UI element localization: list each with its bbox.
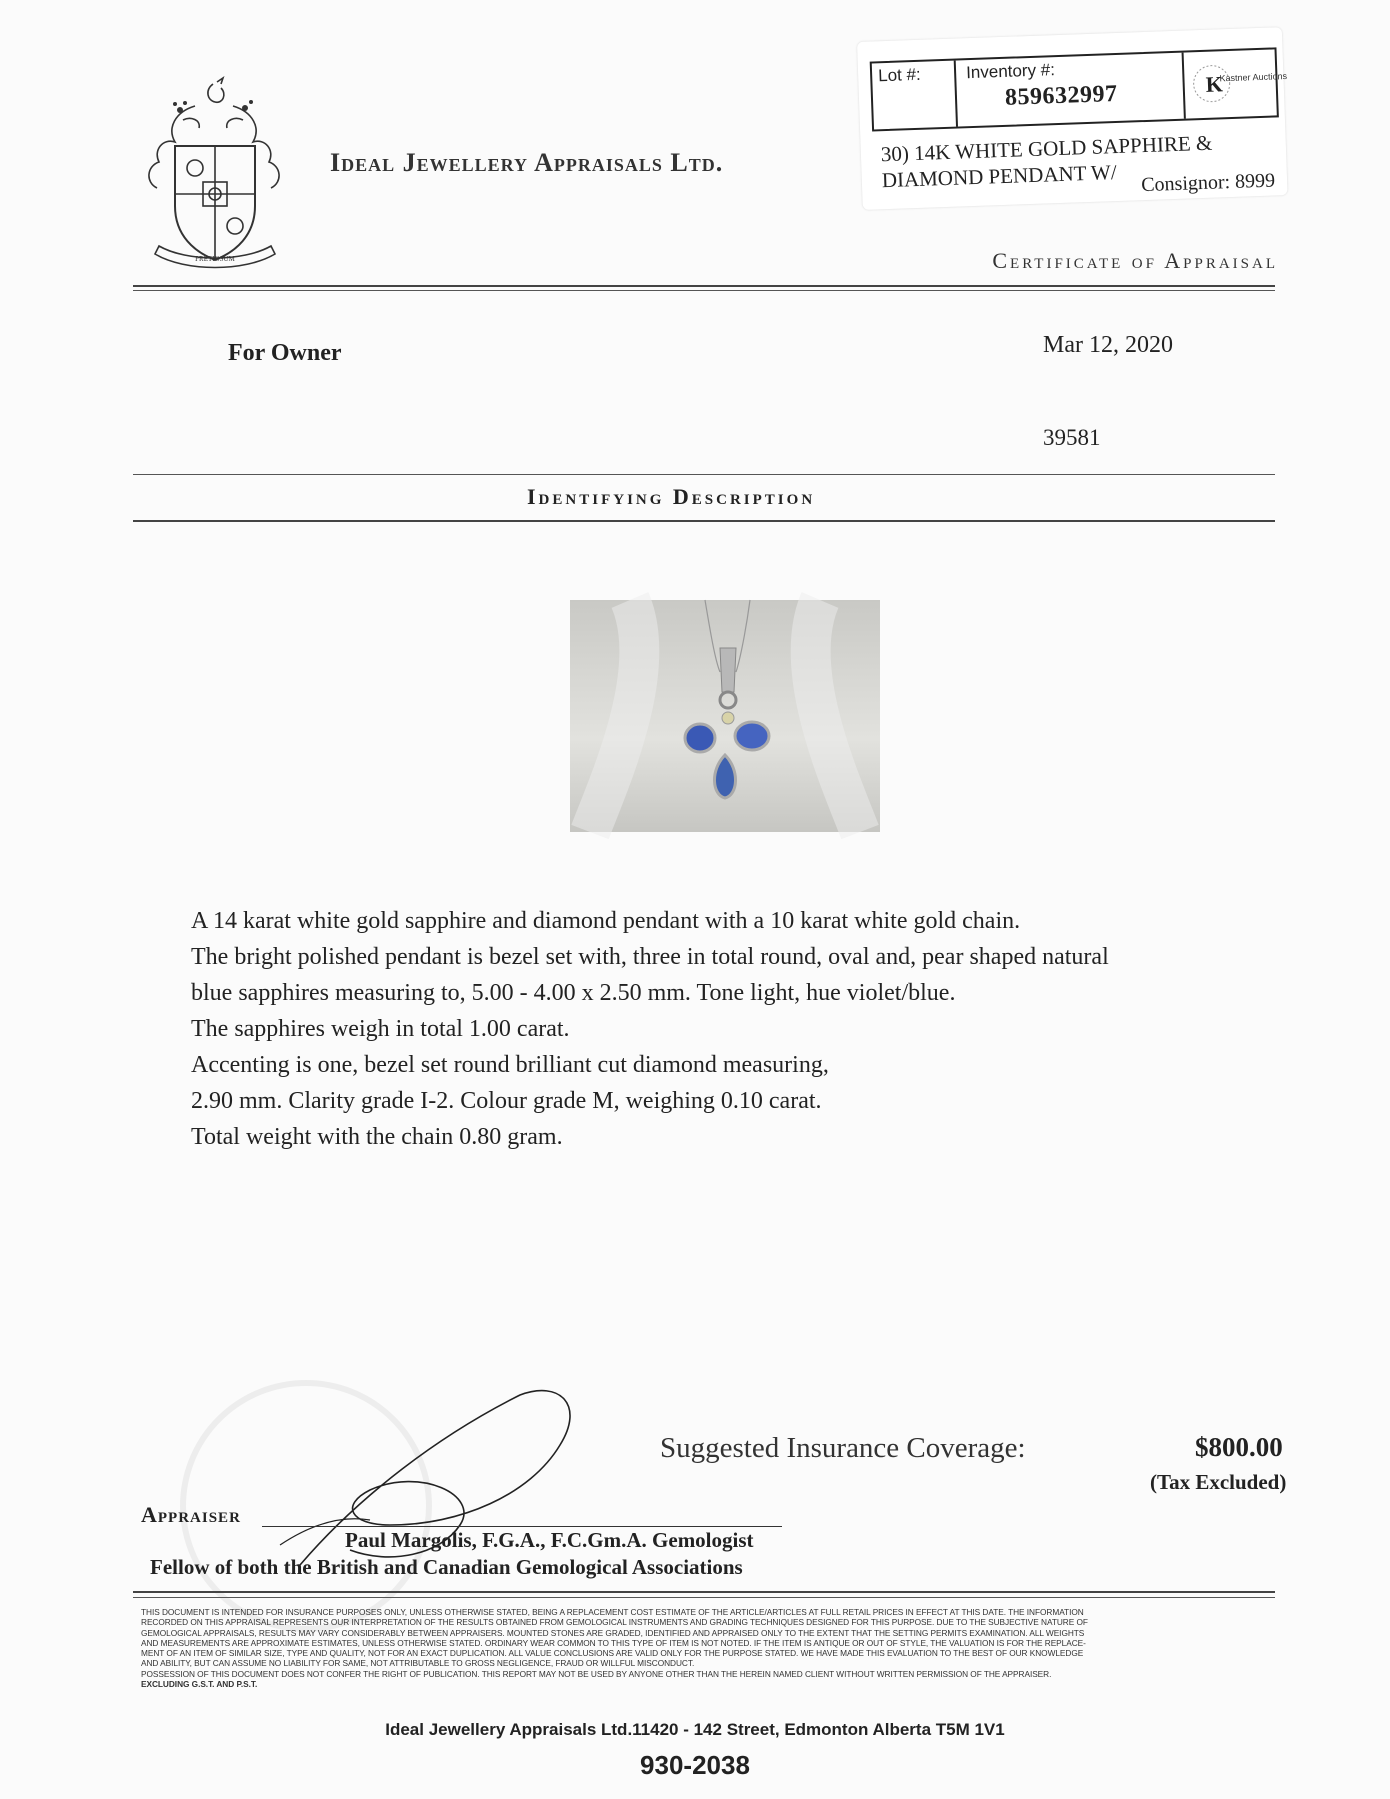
tax-note: (Tax Excluded) xyxy=(1150,1470,1287,1494)
disclaimer-line: POSSESSION OF THIS DOCUMENT DOES NOT CONFER THE RIGHT OF PUBLICATION. THIS REPORT MAY NOT BE USED BY ANYONE OTHER THAN THE HEREIN NAMED CLIENT WITHOUT WRITTEN PERMISSION OF THE APPRAISER. xyxy=(141,1668,1052,1679)
lot-description-line: 30) 14K WHITE GOLD SAPPHIRE & xyxy=(880,130,1213,167)
disclaimer-line: RECORDED ON THIS APPRAISAL REPRESENTS OUR INTERPRETATION OF THE RESULTS OBTAINED FROM GEMOLOGICAL INSTRUMENTS AND GRADING TECHNIQUES DESIGNED FOR THIS PURPOSE. DUE TO THE SUBJECTIVE NATURE OF xyxy=(141,1617,1088,1628)
appraiser-label: Appraiser xyxy=(141,1502,241,1527)
disclaimer-line: MENT OF AN ITEM OF SIMILAR SIZE, TYPE AND QUALITY, NOT FOR AN EXACT DUPLICATION. ALL VALUE CONCLUSIONS ARE VALID ONLY FOR THE PURPOSE STATED. WE HAVE MADE THIS EVALUATION TO THE BEST OF OUR KNOWLEDGE xyxy=(141,1648,1084,1659)
lot-info-table xyxy=(870,47,1287,131)
certificate-title: Certificate of Appraisal xyxy=(992,248,1278,273)
company-name: Ideal Jewellery Appraisals Ltd. xyxy=(330,148,724,177)
footer-divider xyxy=(133,1591,1275,1593)
description-line: Total weight with the chain 0.80 gram. xyxy=(191,1124,563,1150)
lot-description-line: DIAMOND PENDANT W/ xyxy=(881,160,1118,193)
pendant-image xyxy=(570,600,880,832)
disclaimer-line: AND ABILITY, BUT CAN ASSUME NO LIABILITY FOR SAME, NOT ATTRIBUTABLE TO GROSS NEGLIGENCE, FRAUD OR WILLFUL MISCONDUCT. xyxy=(141,1658,695,1669)
insurance-coverage-label: Suggested Insurance Coverage: xyxy=(660,1432,1026,1464)
description-line: A 14 karat white gold sapphire and diamond pendant with a 10 karat white gold chain. xyxy=(191,908,1021,934)
svg-text:K: K xyxy=(1204,71,1223,97)
header-divider-thin xyxy=(133,290,1275,291)
section-title: Identifying Description xyxy=(527,484,816,509)
appraiser-name: Paul Margolis, F.G.A., F.C.Gm.A. Gemologist xyxy=(345,1528,754,1552)
insurance-coverage-value: $800.00 xyxy=(1195,1432,1283,1462)
auction-logo xyxy=(1184,49,1287,118)
disclaimer-line: AND MEASUREMENTS ARE APPROXIMATE ESTIMATES, UNLESS OTHERWISE STATED. ORDINARY WEAR COMMON TO THIS TYPE OF ITEM IS NOT NOTED. IF THE ITEM IS ANTIQUE OR OUT OF STYLE, THE VALUATION IS FOR THE REPLACE- xyxy=(141,1637,1086,1648)
kastner-auctions-logo xyxy=(1188,56,1287,113)
item-description xyxy=(191,903,1271,1155)
header-divider xyxy=(133,285,1275,287)
lot-cell xyxy=(872,61,958,130)
description-line: The bright polished pendant is bezel set with, three in total round, oval and, pear shaped natural xyxy=(191,944,1109,970)
disclaimer-line: THIS DOCUMENT IS INTENDED FOR INSURANCE PURPOSES ONLY, UNLESS OTHERWISE STATED, BEING A REPLACEMENT COST ESTIMATE OF THE ARTICLE/ARTICLES AT FULL RETAIL PRICES IN EFFECT AT THIS DATE. THE INFORMATION xyxy=(141,1607,1084,1617)
auction-lot-sticker xyxy=(857,27,1288,210)
legal-disclaimer xyxy=(141,1607,1291,1689)
disclaimer-line: GEMOLOGICAL APPRAISALS, RESULTS MAY VARY CONSIDERABLY BETWEEN APPRAISERS. MOUNTED STONES ARE GRADED, IDENTIFIED AND APPRAISED ONLY TO THE EXTENT THAT THE SETTING PERMITS EXAMINATION. ALL WEIGHTS xyxy=(141,1627,1085,1638)
description-line: blue sapphires measuring to, 5.00 - 4.00 x 2.50 mm. Tone light, hue violet/blue. xyxy=(191,980,956,1006)
reference-number: 39581 xyxy=(1043,425,1101,450)
section-divider-top xyxy=(133,474,1275,475)
inventory-cell xyxy=(956,53,1186,127)
consignor-number: Consignor: 8999 xyxy=(1140,169,1276,197)
footer-divider-thin xyxy=(133,1597,1275,1598)
signature-line xyxy=(262,1526,782,1527)
footer-phone: 930-2038 xyxy=(640,1750,750,1780)
description-line: The sapphires weigh in total 1.00 carat. xyxy=(191,1016,570,1042)
svg-text:Kastner Auctions: Kastner Auctions xyxy=(1218,71,1287,84)
coat-of-arms-logo xyxy=(135,76,290,276)
inventory-label: Inventory #: xyxy=(965,60,1056,83)
disclaimer-line: EXCLUDING G.S.T. AND P.S.T. xyxy=(141,1679,258,1690)
pendant-photo xyxy=(570,600,880,832)
appraisal-date: Mar 12, 2020 xyxy=(1043,332,1173,358)
appraiser-fellowship: Fellow of both the British and Canadian Gemological Associations xyxy=(150,1555,743,1579)
description-line: Accenting is one, bezel set round brilliant cut diamond measuring, xyxy=(191,1052,829,1078)
recipient: For Owner xyxy=(228,340,342,366)
inventory-number: 859632997 xyxy=(1004,80,1118,111)
lot-label: Lot #: xyxy=(877,64,922,86)
description-line: 2.90 mm. Clarity grade I-2. Colour grade M, weighing 0.10 carat. xyxy=(191,1088,822,1114)
section-divider-bottom xyxy=(133,520,1275,522)
svg-text:PRETIOSUM: PRETIOSUM xyxy=(195,255,235,263)
footer-address: Ideal Jewellery Appraisals Ltd.11420 - 142 Street, Edmonton Alberta T5M 1V1 xyxy=(385,1720,1005,1739)
